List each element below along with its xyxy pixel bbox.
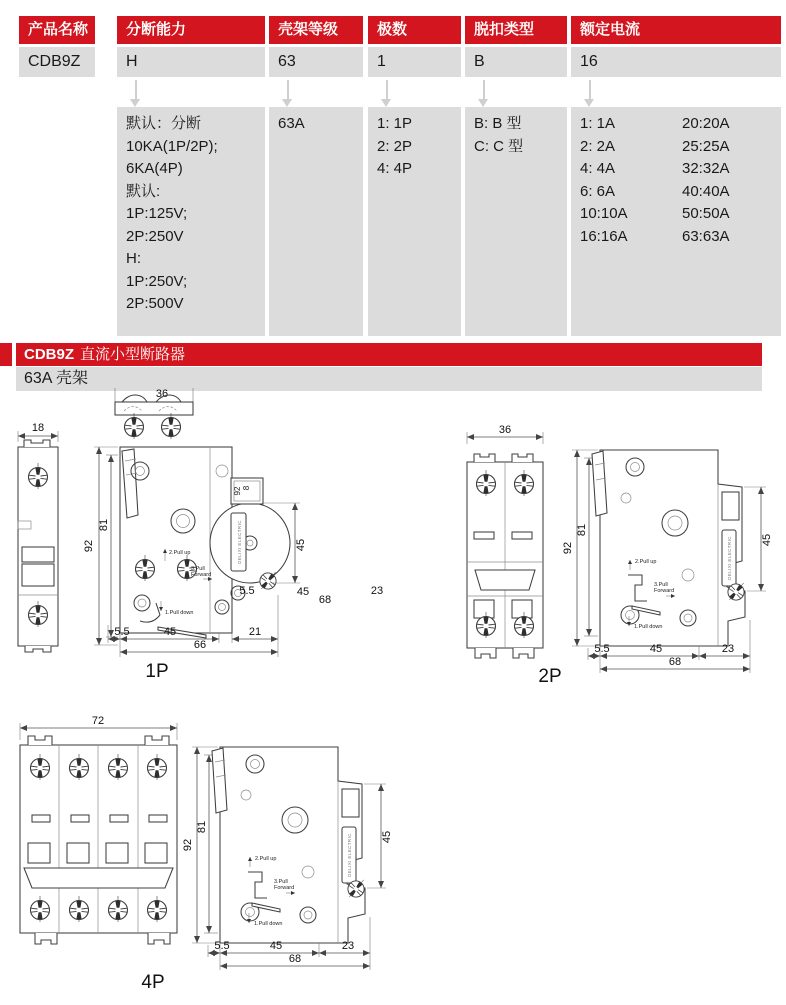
- dim-p1-float-68: 68: [318, 594, 332, 606]
- dim-p2-bottom-45: 45: [649, 643, 663, 655]
- dim-p4-bottom-23: 23: [341, 940, 355, 952]
- screw-icon: [162, 413, 181, 441]
- column-value: 1: [368, 47, 461, 77]
- caption-4p: 4P: [141, 972, 165, 993]
- annotation-pull-down: 1.Pull down: [634, 624, 663, 630]
- drawing-1p: [10, 385, 400, 685]
- annotation-pull-down: 1.Pull down: [254, 921, 283, 927]
- dim-p1-front-width: 18: [31, 422, 45, 434]
- screw-icon: [125, 413, 144, 441]
- dim-p4-height-92: 92: [182, 838, 194, 852]
- detail-line: 6: 6A: [580, 182, 616, 200]
- annotation-pull-down: 1.Pull down: [165, 610, 194, 616]
- annotation-pull-up: 2.Pull up: [635, 559, 657, 565]
- dim-p1-circle-45: 45: [295, 538, 307, 552]
- down-arrow-icon: [282, 80, 293, 107]
- dim-p1-top-width: 36: [155, 388, 169, 400]
- detail-line: B: B 型: [474, 115, 522, 132]
- banner-model: CDB9Z: [24, 346, 75, 363]
- dim-p1-inner-8: 8: [242, 485, 251, 491]
- detail-line: 1: 1P: [377, 115, 413, 132]
- detail-line: 2: 2A: [580, 137, 616, 155]
- banner-left-accent: [0, 343, 12, 366]
- dim-p1-float-23: 23: [370, 585, 384, 597]
- detail-box-breaking-capacity: [117, 107, 265, 336]
- detail-box-poles: [368, 107, 461, 336]
- dim-p1-mid-55: 5.5: [239, 585, 255, 597]
- column-value: H: [117, 47, 265, 77]
- dim-p4-bottom-55: 5.5: [214, 940, 230, 952]
- annotation-pull-forward-2: Forward: [274, 885, 295, 891]
- p4-front-view: [20, 715, 177, 944]
- down-arrow-icon: [478, 80, 489, 107]
- detail-line: 10KA(1P/2P);: [126, 137, 218, 155]
- dim-p2-bottom-68: 68: [668, 656, 682, 668]
- p2-side-view: [562, 450, 773, 673]
- dim-p1-bottom-55: 5.5: [114, 626, 130, 638]
- detail-line: 默认：分断: [126, 115, 202, 132]
- column-header: 壳架等级: [269, 16, 363, 44]
- detail-line: 默认:: [126, 182, 161, 200]
- column-value: B: [465, 47, 567, 77]
- dim-p4-bottom-45: 45: [269, 940, 283, 952]
- detail-line: 2: 2P: [377, 137, 413, 155]
- detail-line: 63A: [278, 115, 305, 132]
- brand-label: DELIXI ELECTRIC: [347, 833, 352, 877]
- dim-p1-inner-92: 92: [233, 486, 242, 496]
- annotation-pull-forward-1: 3.Pull: [654, 582, 668, 588]
- annotation-pull-up: 2.Pull up: [255, 856, 277, 862]
- column-header: 额定电流: [571, 16, 781, 44]
- dim-p4-right-45: 45: [381, 830, 393, 844]
- column-header: 脱扣类型: [465, 16, 567, 44]
- down-arrow-icon: [381, 80, 392, 107]
- detail-line: 1: 1A: [580, 115, 616, 132]
- brand-label: DELIXI ELECTRIC: [237, 520, 242, 564]
- dim-p2-bottom-55: 5.5: [594, 643, 610, 655]
- dim-p4-height-81: 81: [196, 820, 208, 834]
- detail-box-trip-type: [465, 107, 567, 336]
- column-header: 分断能力: [117, 16, 265, 44]
- brand-label: DELIXI ELECTRIC: [727, 536, 732, 580]
- detail-line: 4: 4A: [580, 160, 616, 177]
- section-subtitle: 63A 壳架: [16, 367, 762, 391]
- rated-current-list-left: [580, 113, 682, 336]
- column-header: 产品名称: [19, 16, 95, 44]
- detail-line: H:: [126, 250, 141, 267]
- caption-1p: 1P: [145, 661, 169, 682]
- rated-current-list-right: [682, 113, 784, 336]
- p1-front-view: [18, 422, 58, 652]
- detail-line: 16:16A: [580, 227, 628, 245]
- dim-p1-float-45: 45: [296, 586, 310, 598]
- column-value: 16: [571, 47, 781, 77]
- dim-p2-height-81: 81: [576, 523, 588, 537]
- banner-title: 直流小型断路器: [80, 346, 186, 363]
- p1-side-view: [83, 447, 383, 657]
- detail-line: 32:32A: [682, 160, 730, 177]
- down-arrow-icon: [130, 80, 141, 107]
- dim-p2-bottom-23: 23: [721, 643, 735, 655]
- detail-line: 50:50A: [682, 205, 730, 222]
- detail-line: 1P:250V;: [126, 272, 188, 290]
- annotation-pull-up: 2.Pull up: [169, 550, 191, 556]
- detail-line: 4: 4P: [377, 160, 413, 177]
- detail-line: 63:63A: [682, 227, 730, 245]
- column-value: 63: [269, 47, 363, 77]
- detail-box-frame-rating: [269, 107, 363, 336]
- annotation-pull-forward-2: Forward: [654, 588, 675, 594]
- dim-p2-top-width: 36: [498, 424, 512, 436]
- dim-p1-height-81: 81: [98, 518, 110, 532]
- detail-line: 1P:125V;: [126, 205, 188, 222]
- annotation-pull-forward-2: Forward: [191, 572, 212, 578]
- annotation-pull-forward-1: 3.Pull: [191, 566, 205, 572]
- detail-line: 2P:250V: [126, 227, 184, 245]
- detail-line: C: C 型: [474, 137, 524, 155]
- detail-line: 40:40A: [682, 182, 730, 200]
- detail-line: 6KA(4P): [126, 160, 183, 177]
- annotation-pull-forward-1: 3.Pull: [274, 879, 288, 885]
- down-arrow-icon: [584, 80, 595, 107]
- drawing-4p: [10, 710, 430, 1000]
- column-header: 极数: [368, 16, 461, 44]
- dim-p1-bottom-45: 45: [163, 626, 177, 638]
- detail-line: 10:10A: [580, 205, 628, 222]
- dim-p1-bottom-66: 66: [193, 639, 207, 651]
- detail-line: 2P:500V: [126, 295, 184, 312]
- p4-side-view: [182, 747, 393, 970]
- detail-line: 25:25A: [682, 137, 730, 155]
- p1-top-clip-view: [115, 388, 193, 441]
- detail-box-rated-current: [571, 107, 781, 336]
- drawing-2p: [430, 420, 786, 690]
- section-banner: [16, 343, 762, 366]
- dim-p4-bottom-68: 68: [288, 953, 302, 965]
- dim-p1-bottom-21: 21: [248, 626, 262, 638]
- dim-p2-right-45: 45: [761, 533, 773, 547]
- column-value: CDB9Z: [19, 47, 95, 77]
- detail-line: 20:20A: [682, 115, 730, 132]
- p2-front-view: [467, 424, 543, 658]
- caption-2p: 2P: [538, 666, 562, 687]
- dim-p1-height-92: 92: [83, 539, 95, 553]
- dim-p2-height-92: 92: [562, 541, 574, 555]
- dim-p4-top-width: 72: [91, 715, 105, 727]
